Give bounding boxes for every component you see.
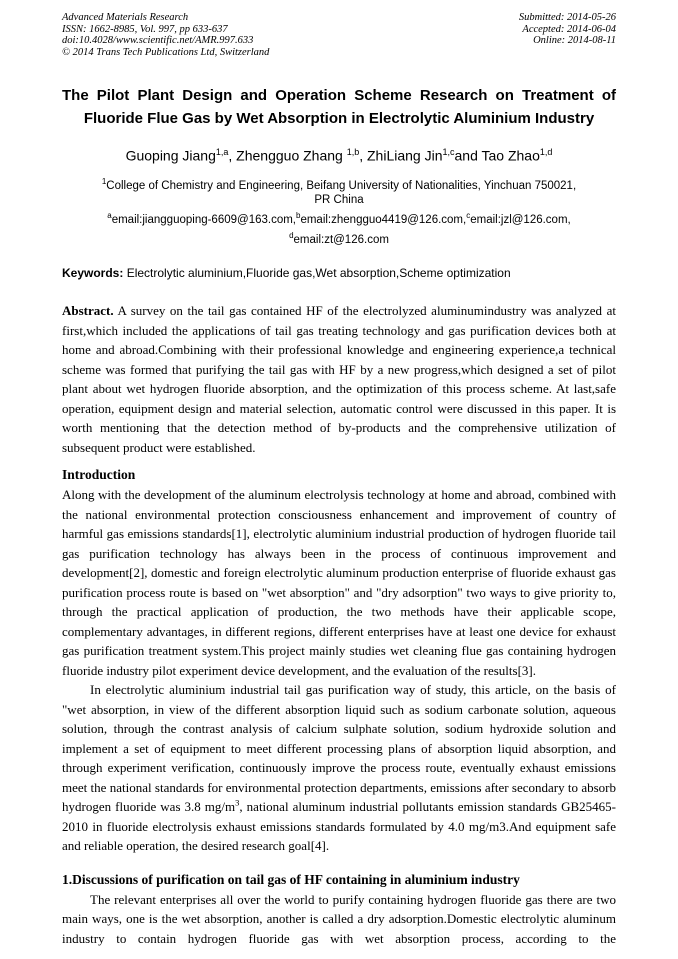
superscript-exponent: 3 bbox=[235, 797, 240, 808]
email-address: email:zt@126.com bbox=[293, 234, 389, 247]
affiliation-line bbox=[62, 174, 616, 194]
email-block bbox=[62, 208, 616, 248]
email-marker: d bbox=[289, 231, 294, 241]
journal-info-block bbox=[62, 12, 269, 58]
affiliation-text: College of Chemistry and Engineering, Beifang University of Nationalities, Yinchuan 750021, bbox=[106, 179, 577, 192]
keywords-text: Electrolytic aluminium,Fluoride gas,Wet absorption,Scheme optimization bbox=[123, 266, 511, 281]
journal-issn-line: ISSN: 1662-8985, Vol. 997, pp 633-637 bbox=[62, 23, 228, 35]
introduction-paragraph-1: Along with the development of the aluminum electrolysis technology at home and abroad, combined with the national environmental protection consciousness enhancement and improvement of country of harmful gas emissions standards[1], electrolytic aluminium industrial production of hydrogen fluoride tail gas purification technology has always been in the process of continuous improvement and development[2], domestic and foreign electrolytic aluminum production enterprise of fluoride exhaust gas purification process route is based on "wet absorption" and "dry adsorption" two ways to give priority to, through the practical application of production, the two methods have their applicable scope, complementary advantages, in different regions, different enterprises have at least one device for exhaust gas purification treatment system.This project mainly studies wet cleaning flue gas containing hydrogen fluoride industry pilot experiment device development, and the evaluation of the results[3]. bbox=[62, 487, 616, 678]
introduction-paragraph-2 bbox=[62, 680, 616, 856]
keywords-label: Keywords: bbox=[62, 266, 124, 281]
keywords-line bbox=[62, 265, 616, 281]
author-affiliation-marker: 1,c bbox=[442, 147, 455, 157]
affiliation-block bbox=[62, 174, 616, 209]
author-name: Guoping Jiang bbox=[125, 147, 216, 164]
author-affiliation-marker: 1,d bbox=[539, 147, 553, 157]
abstract-paragraph bbox=[62, 301, 616, 457]
section-1-paragraph-1: The relevant enterprises all over the world to purify containing hydrogen fluoride gas there are two main ways, one is the wet absorption, another is called a dry adsorption.Domestic electrolytic aluminum industry to contain hydrogen fluoride gas with wet absorption process, according to the bbox=[62, 891, 616, 946]
journal-name: Advanced Materials Research bbox=[62, 12, 189, 23]
email-line bbox=[62, 208, 616, 228]
email-address: email:zhengguo4419@126.com, bbox=[300, 214, 467, 227]
affiliation-country: PR China bbox=[314, 194, 364, 207]
email-marker: c bbox=[466, 211, 471, 221]
author-name: and Tao Zhao bbox=[454, 147, 540, 164]
email-line bbox=[62, 228, 616, 248]
submitted-date: Submitted: 2014-05-26 bbox=[518, 12, 616, 23]
author-name: , Zhengguo Zhang bbox=[228, 147, 347, 164]
paragraph-text: , national aluminum industrial pollutants emission standards GB25465-2010 in fluoride electrolysis exhaust emissions standards formulated by 4.0 mg/m3.And equipment safe and reliable operation, the desired research goal[4]. bbox=[62, 799, 617, 854]
author-name: , ZhiLiang Jin bbox=[359, 147, 443, 164]
journal-copyright-line: © 2014 Trans Tech Publications Ltd, Switzerland bbox=[62, 46, 270, 58]
author-affiliation-marker: 1,a bbox=[215, 147, 229, 157]
abstract-text: A survey on the tail gas contained HF of the electrolyzed aluminumindustry was analyzed at first,which included the applications of tail gas treating technology and gas purification devices both at home and abroad.Combining with their professional knowledge and engineering experience,a technical scheme was formed that purifying the tail gas with HF by a new progress,which designed a set of pilot plant about wet hydrogen fluoride absorption, and the optimization of this process scheme. At last,safe operation, equipment design and material selection, automatic control were discussed in this paper. It is worth mentioning that the detection method of by-products and the comprehensive utilization of subsequent product were established. bbox=[62, 303, 616, 455]
email-address: email:jzl@126.com, bbox=[470, 214, 571, 227]
online-date: Online: 2014-08-11 bbox=[533, 35, 616, 46]
author-line bbox=[62, 142, 616, 166]
author-affiliation-marker: 1,b bbox=[346, 147, 360, 157]
email-marker: b bbox=[296, 211, 301, 221]
email-address: email:jiangguoping-6609@163.com, bbox=[111, 214, 296, 227]
paragraph-text: In electrolytic aluminium industrial tail gas purification way of study, this article, on the basis of "wet absorption, in view of the different absorption liquid such as sodium carbonate solution, aqueous solution, through the contrast analysis of calcium sulphate solution, sodium hydroxide solution and implement a set of equipment to meet different processing plans of absorption liquid absorption, and through experiment verification, continuously improve the process route, eventually exhaust emissions meet the national standards for environmental protection departments, emissions after secondary to absorb hydrogen fluoride was 3.8 mg/m bbox=[62, 682, 616, 815]
affiliation-marker: 1 bbox=[101, 176, 107, 186]
journal-doi-line: doi:10.4028/www.scientific.net/AMR.997.633 bbox=[62, 35, 254, 46]
journal-header bbox=[62, 12, 616, 58]
section-1-heading: 1.Discussions of purification on tail gas of HF containing in aluminium industry bbox=[62, 871, 520, 887]
abstract-label: Abstract. bbox=[62, 303, 114, 319]
submission-dates-block bbox=[519, 12, 616, 47]
introduction-heading: Introduction bbox=[62, 467, 136, 483]
accepted-date: Accepted: 2014-06-04 bbox=[522, 23, 616, 35]
email-marker: a bbox=[107, 211, 112, 221]
paper-title: The Pilot Plant Design and Operation Scheme Research on Treatment of Fluoride Flue Gas by Wet Absorption in Electrolytic Aluminium Industry bbox=[62, 87, 616, 127]
